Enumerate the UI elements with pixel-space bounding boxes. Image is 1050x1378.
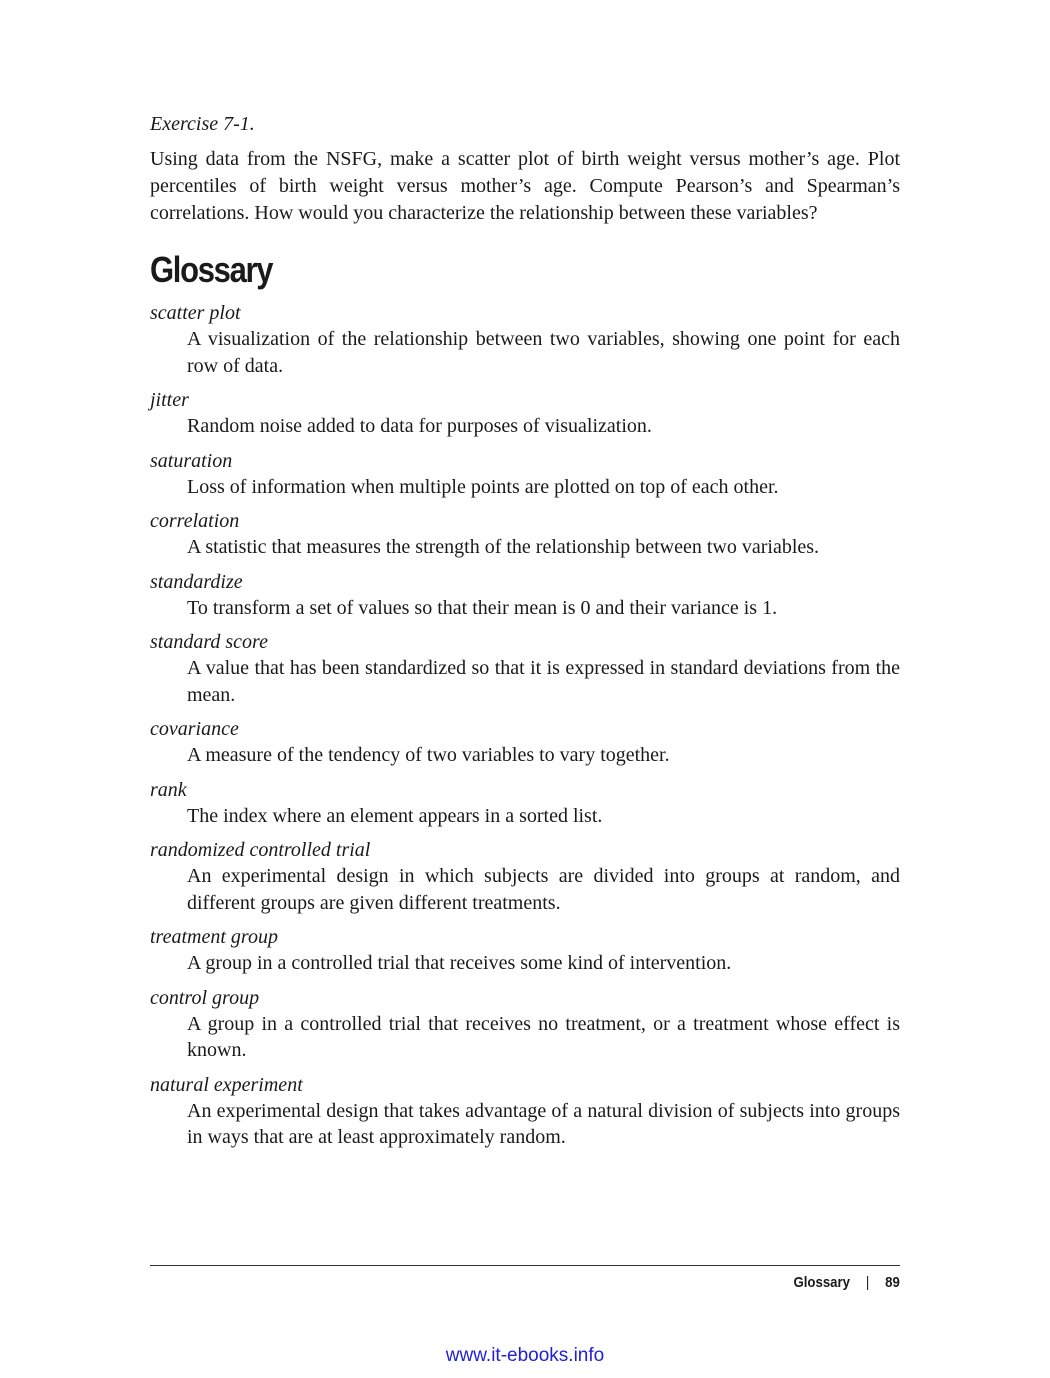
glossary-entry [150,448,900,501]
glossary-entry [150,508,900,561]
glossary-term: rank [150,778,187,801]
glossary-term: treatment group [150,926,278,948]
page-footer [794,1272,900,1294]
exercise-label: Exercise 7-1. [150,113,255,135]
glossary-term: jitter [150,389,189,411]
glossary-term: control group [150,986,260,1009]
glossary-definition: A measure of the tendency of two variables to vary together. [187,744,670,766]
glossary-term: standardize [150,570,243,593]
footer-section-title: Glossary [793,1274,851,1291]
glossary-term: covariance [150,718,239,740]
page-number: 89 [885,1274,900,1291]
glossary-definition: A value that has been standardized so that it is expressed in standard deviations from the mean. [187,657,900,706]
glossary-entry [150,300,900,379]
glossary-definition: To transform a set of values so that their mean is 0 and their variance is 1. [187,596,778,619]
glossary-term: randomized controlled trial [150,839,371,861]
glossary-entry [150,985,900,1064]
footer-divider [150,1265,900,1266]
glossary-entry [150,777,900,830]
glossary-definition: Random noise added to data for purposes of visualization. [187,415,652,437]
glossary-term: standard score [150,631,268,653]
glossary-entry [150,569,900,622]
glossary-definition: A group in a controlled trial that receives no treatment, or a treatment whose effect is known. [187,1012,900,1061]
glossary-entry [150,924,900,977]
glossary-term: saturation [150,449,233,472]
glossary-definition: A statistic that measures the strength of the relationship between two variables. [187,536,820,558]
glossary-entry [150,837,900,916]
watermark-link[interactable]: www.it-ebooks.info [445,1345,605,1366]
glossary-list [150,300,900,1159]
glossary-entry [150,387,900,440]
glossary-term: natural experiment [150,1073,303,1096]
glossary-definition: Loss of information when multiple points are plotted on top of each other. [187,475,779,498]
glossary-heading: Glossary [150,249,273,290]
glossary-entry [150,629,900,708]
glossary-definition: An experimental design that takes advantage of a natural division of subjects into groups in ways that are at least approximately random. [187,1099,900,1148]
glossary-definition: The index where an element appears in a sorted list. [187,804,603,827]
glossary-term: scatter plot [150,302,241,324]
glossary-entry [150,1072,900,1151]
glossary-entry [150,716,900,769]
glossary-term: correlation [150,510,240,532]
glossary-definition: An experimental design in which subjects are divided into groups at random, and different groups are given different treatments. [187,865,900,914]
footer-separator: | [866,1274,870,1291]
glossary-definition: A group in a controlled trial that receives some kind of intervention. [187,952,732,974]
glossary-definition: A visualization of the relationship between two variables, showing one point for each row of data. [187,328,900,377]
exercise-text: Using data from the NSFG, make a scatter plot of birth weight versus mother’s age. Plot percentiles of birth weight versus mother’s age. Compute Pearson’s and Spearman’s correlations. How would you characterize the relationship between these variables? [150,148,900,224]
